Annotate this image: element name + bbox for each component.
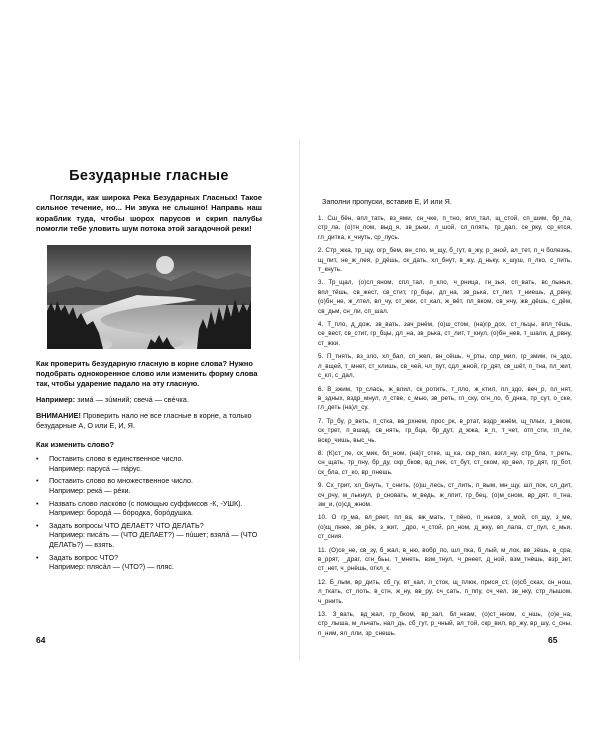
exercise-item: 7. Тр_бу, р_веть, п_стка, вв_рхнем, прос_рк, в_ртат, вздр_жнём, щ_плых, з_вком, ск_трет, п_вшад, св_нять, гр_бца, бр_дут, д_жжа, в_л, т_чет, отп_сти, гл_ле, вскр_чишь, выс_чь. — [318, 417, 572, 444]
tip-rule: Поставить слово во множественное число. — [49, 476, 193, 486]
page-title: Безударные гласные — [69, 168, 229, 184]
tip-example: Например: борoдá — бóрoдка, борóдушка. — [49, 508, 194, 518]
attention-label: ВНИМАНИЕ! — [36, 411, 81, 421]
tips-list — [36, 454, 262, 572]
intro-text: Погляди, как широка Река Безударных Гласных! Такое сильное течение, но... Ни звука не слышно! Направь наш кораблик туда, чтобы шорох парусов и скрип палубы помогли тебе уловить шум потока этой загадочной реки! — [36, 193, 262, 234]
right-page — [318, 197, 572, 642]
exercise-item: 3. Тр_щал, (о)сл_яном, спл_тал, п_кло, ч_рница, гн_зья, сп_вать, вс_лыньи, впл_тёшь, св_жест, св_стит, гр_бцы, дл_на, зв_рька, ст_лит, т_ниешь, д_рвну, (о)бн_не, ж_лтел, вл_чу, ст_жки, ст_кал, ж_вёт, пл_вком, св_нчу, жв_дёшь, с_дём, св_дьм, сн_ли, сп_шал. — [318, 279, 572, 315]
tip-example: Например: рекá — рéки. — [49, 486, 131, 496]
how-title: Как изменить слово? — [36, 440, 114, 450]
exercise-item: 8. (К)ст_ле, ск_мик, бл_ном, (на)т_стке, щ_ка, скр_пял, взгл_ну, стр_бла, т_реть, сн_щать, тр_пну, бр_ду, скр_бков, вд_лек, ст_бут, ст_ском, кр_вел, тр_дят, гр_бот, ск_бла, ст_ко, вр_пнешь. — [318, 449, 572, 476]
exercise-item: 5. П_тнять, вз_зло, хл_бал, сп_жел, вн_сёшь, ч_рты, спр_мил, гр_змим, гн_здо, л_вщей, т_мнет, ст_клишь, св_чей, чл_пут, сдл_жной, гр_дят, св_шёт, п_тна, пл_жит, с_кл, с_дал. — [318, 353, 572, 380]
tip-example: Например: писáть — (ЧТО ДЕЛАЕТ?) — пúшет; взялá — (ЧТО ДЕЛАТЬ?) — взять. — [49, 530, 258, 549]
exercise-item: 9. Сх_трит, хл_бнуть, т_снить, (о)ш_лесь, ст_лить, п_вым, мн_щу, шл_пок, сл_дит, сч_рчу, м_лькнул, р_сновать, м_ведь, ж_лпит, гр_бец, (о)м_сном, вр_дят, п_тна, зм_и, (о)сд_жном. — [318, 482, 572, 508]
attention-text: Проверить нало не все гласные в корне, а только безударные А, О или Е, И, Я. — [36, 411, 252, 431]
exercise-instruction: Заполни пропуски, вставив Е, И или Я. — [322, 197, 452, 206]
exercise-item: 12. Б_лым, вр_дить, сб_гу, вт_кал, л_сток, щ_плюк, прися_ст, (о)сб_сках, сн_нош, л_ткать, ст_лоть, в_стн, ж_ну, вв_ру, сч_сать, п_ппу, сч_чел, зв_нку, стр_лышом, ч_рнить. — [318, 578, 572, 605]
page-gutter — [299, 140, 300, 660]
tip-item: • Поставить слово в единственное число. Например: парусá — пáрус. — [36, 454, 262, 473]
question-text: Как проверить безударную гласную в корне слова? Нужно подобрать однокоренное слово или изменить форму слова так, чтобы ударение падало на эту гласную. — [36, 358, 258, 389]
tip-rule: Задать вопрос ЧТО? — [49, 552, 119, 562]
exercise-item: 11. (О)се_не, св_зу, б_жал, в_ню, вобр_по, шл_пка, б_лый, м_лок, вв_зёшь, в_сра, в_ррят, _драг, сгн_бьы, т_мнеть, взм_тнул, ч_рнеет, д_ной, взм_тнёшь, взр_зет, ст_нет, ч_рнёшь, откл_к. — [318, 546, 572, 573]
exercise-item: 4. Т_пло, д_дож, зв_вать, зач_рнём, (о)ш_стом, (на)гр_дох, ст_льцы, впл_тёшь, се_вест, св_стит, гр_бцы, дл_на, зв_рька, ст_лит, т_кнул, (о)бн_нев, т_шали, д_рвну, ст_жки. — [318, 321, 572, 347]
exercise-item: 1. Сш_бён, впл_тать, вз_ями, сн_чке, п_тно, впл_тал, щ_стой, сп_шим, бр_ла, стр_ла, (о)тн_лом, выд_я, зв_рьки, л_шой, сл_плять, тр_дал, се_рку, ср_ется, гл_дитка, к_чнуть, ср_лусь. — [318, 215, 572, 241]
tip-item: • Назвать слово ласково (с помощью суффиксов -К, -УШК). Например: борoдá — бóрoдка, борóдушка. — [36, 499, 262, 518]
tip-rule: Поставить слово в единственное число. — [49, 454, 184, 464]
exercise-item: 6. В_зжим, тр_слась, ж_влил, ск_ротить, т_пло, ж_ктил, пл_здо, веч_р, пл_нят, в_здных, вздр_мнул, л_стве, с_мью, зв_реть, гл_ску, сгн_ло, б_днка, тр_сут, о_ске, гл_деть (на)л_су. — [318, 385, 572, 412]
tip-rule: Назвать слово ласково (с помощью суффиксов -К, -УШК). — [49, 498, 243, 508]
exercise-item: 2. Стр_жка, тр_щу, огр_бем, вн_спо, м_щу, б_гут, в_жу, р_зной, ал_тет, п_ч болезнь, щ_пит, не_ж_лея, р_дёшь, ск_дать, хл_бнут, в_жу, д_ньку, к_шуш, п_лко, с_пить, т_кнуть. — [318, 247, 572, 274]
example-paragraph — [36, 395, 262, 405]
tip-rule: Задать вопросы ЧТО ДЕЛАЕТ? ЧТО ДЕЛАТЬ? — [49, 520, 204, 530]
exercise-item: 13. З_вать, вд_жал, гр_бком, вр_зал, бл_нкам, (о)ст_нном, с_ншь, (о)е_на, стр_лыша, м_льчать, нал_дь, сб_гут, р_чный, ал_той, скр_вил, вр_жу, вр_шу, с_сны, п_ним, ял_лли, зр_снешь. — [318, 611, 572, 637]
tip-item: • Задать вопрос ЧТО? Например: плясáл — (ЧТО?) — пляс. — [36, 553, 262, 572]
page-number-left: 64 — [36, 635, 46, 645]
river-landscape-image — [47, 245, 251, 349]
tip-example: Например: плясáл — (ЧТО?) — пляс. — [49, 562, 174, 572]
example-text: зимá — зúмний; свечá — свéчка. — [77, 395, 189, 405]
page-number-right: 65 — [548, 635, 558, 645]
example-label: Например: — [36, 395, 76, 405]
tip-item: • Поставить слово во множественное число. Например: рекá — рéки. — [36, 476, 262, 495]
tip-example: Например: парусá — пáрус. — [49, 463, 143, 473]
exercise-item: 10. О гр_ма, вл_ряет, пл_ва, вж_мать, т_пёно, п_ньков, з_мой, сп_щу, з_ме, (о)щ_лнже, зв_рёк, з_жит, _дро, ч_стой, рл_ном, д_жку, вп_лала, ст_пул, с_мьи, ст_сния. — [318, 514, 572, 541]
tip-item: • Задать вопросы ЧТО ДЕЛАЕТ? ЧТО ДЕЛАТЬ? Например: писáть — (ЧТО ДЕЛАЕТ?) — пúшет; взялá — (ЧТО ДЕЛАТЬ?) — взять. — [36, 521, 262, 550]
left-page — [36, 168, 262, 575]
attention-paragraph — [36, 411, 262, 431]
